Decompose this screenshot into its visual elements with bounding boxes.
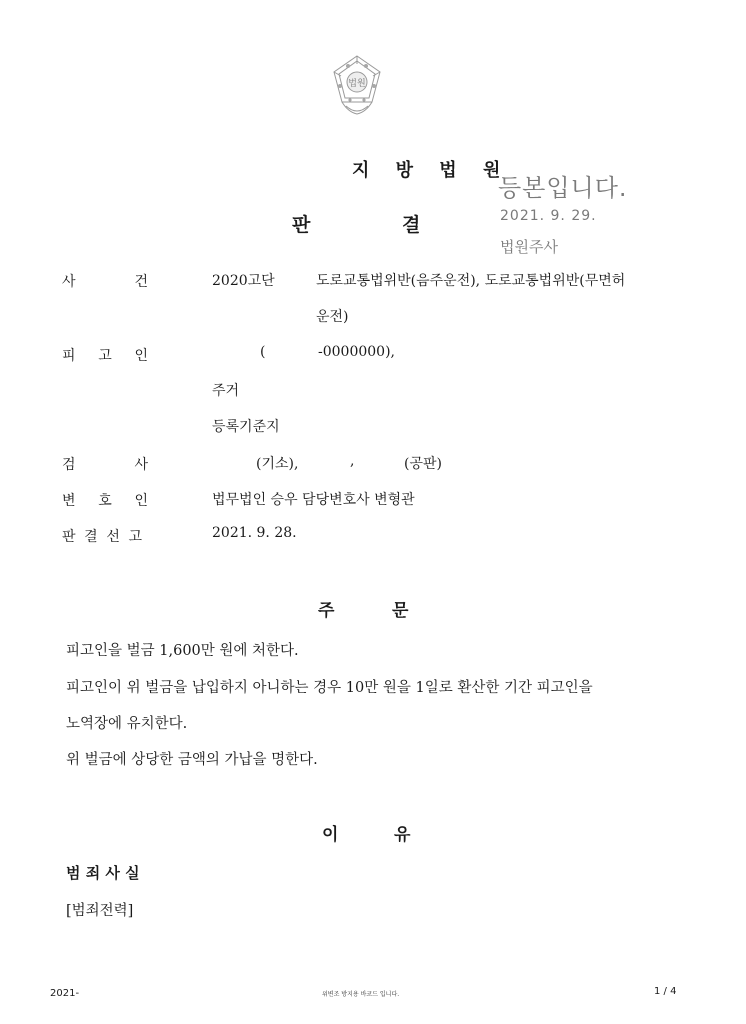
footer-page-number: 1 / 4	[654, 986, 677, 997]
order-title-left: 주	[318, 601, 335, 621]
court-emblem-icon	[328, 52, 386, 120]
prosecutor-indictment: (기소),	[256, 456, 299, 472]
case-charge-line1: 도로교통법위반(음주운전), 도로교통법위반(무면허	[316, 273, 626, 289]
certified-copy-stamp: 등본입니다.	[498, 174, 628, 202]
facts-heading: 범 죄 사 실	[66, 864, 140, 882]
defendant-id-number: -0000000),	[318, 344, 395, 360]
document-title-left: 판	[292, 214, 311, 236]
footer-barcode-note: 위변조 방지용 바코드 입니다.	[322, 991, 400, 998]
reasons-title-right: 유	[394, 825, 411, 845]
defendant-open-paren: (	[260, 344, 266, 360]
case-number: 2020고단	[212, 273, 275, 289]
defendant-registry-label: 등록기준지	[212, 419, 280, 435]
order-line-4: 위 벌금에 상당한 금액의 가납을 명한다.	[66, 752, 318, 768]
order-line-1: 피고인을 벌금 1,600만 원에 처한다.	[66, 643, 299, 659]
counsel-value: 법무법인 승우 담당변호사 변형관	[212, 492, 415, 508]
court-emblem	[328, 52, 386, 120]
order-title-right: 문	[392, 601, 409, 621]
counsel-label: 변 호 인	[62, 493, 148, 509]
stamp-date: 2021. 9. 29.	[500, 208, 597, 224]
defendant-label: 피 고 인	[62, 348, 148, 364]
prosecutor-trial: (공판)	[404, 456, 442, 472]
prosecutor-label: 검 사	[62, 457, 148, 473]
prosecutor-separator: ,	[350, 453, 355, 469]
reasons-title-left: 이	[322, 825, 339, 845]
document-title-right: 결	[402, 214, 421, 236]
verdict-date-label: 판 결 선 고	[62, 529, 142, 545]
stamp-officer: 법원주사	[500, 238, 558, 256]
defendant-address-label: 주거	[212, 383, 240, 399]
order-line-2: 피고인이 위 벌금을 납입하지 아니하는 경우 10만 원을 1일로 환산한 기간 피고인을	[66, 680, 593, 696]
court-name: 지 방 법 원	[352, 160, 511, 181]
order-line-3: 노역장에 유치한다.	[66, 716, 188, 732]
record-heading: [범죄전력]	[66, 903, 134, 919]
court-emblem-label: 법원	[348, 79, 366, 89]
footer-case-number: 2021-	[50, 988, 80, 999]
case-label: 사 건	[62, 274, 148, 290]
verdict-date-value: 2021. 9. 28.	[212, 525, 297, 541]
case-charge-line2: 운전)	[316, 309, 349, 325]
